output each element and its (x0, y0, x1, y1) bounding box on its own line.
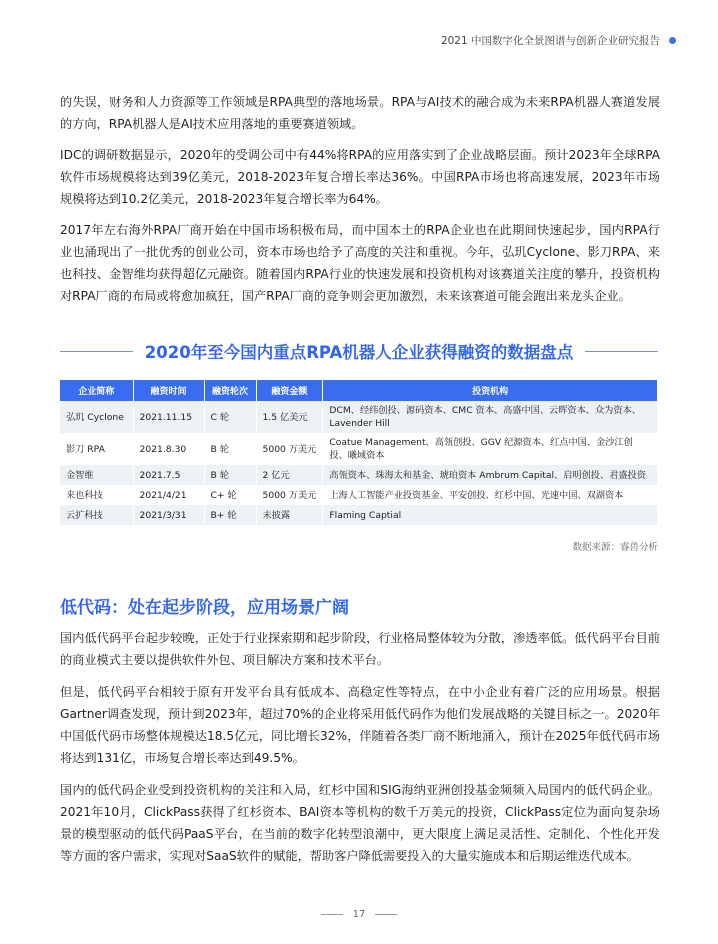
cell-amount: 1.5 亿美元 (256, 401, 323, 433)
cell-company: 弘玑 Cyclone (60, 401, 133, 433)
paragraph-idc-data: IDC的调研数据显示，2020年的受调公司中有44%将RPA的应用落实到了企业战略层面。预计2023年全球RPA软件市场规模将达到39亿美元，2018-2023年复合增长率达36%。中国RPA市场也将高速发展，2023年市场规模将达到10.2亿美元，2018-2023年复合增长率为64%。 (60, 148, 660, 206)
paragraph-lowcode-investment: 国内的低代码企业受到投资机构的关注和入局，红杉中国和SIG海纳亚洲创投基金频频入局国内的低代码企业。2021年10月，ClickPass获得了红杉资本、BAI资本等机构的数千万美元的投资，ClickPass定位为面向复杂场景的模型驱动的低代码PaaS平台，在当前的数字化转型浪潮中，更大限度上满足灵活性、定制化、个性化开发等方面的客户需求，实现对SaaS软件的赋能，帮助客户降低需要投入的大量实施成本和后期运维迭代成本。 (60, 783, 660, 863)
cell-date: 2021.8.30 (133, 433, 204, 465)
cell-amount: 未披露 (256, 505, 323, 525)
paragraph-rpa-scenarios: 的失误，财务和人力资源等工作领域是RPA典型的落地场景。RPA与AI技术的融合成为未来RPA机器人赛道发展的方向，RPA机器人是AI技术应用落地的重要赛道领域。 (60, 95, 660, 131)
cell-company: 来也科技 (60, 485, 133, 505)
title-rule-left (60, 351, 133, 352)
cell-amount: 5000 万美元 (256, 485, 323, 505)
cell-investors: DCM、经纬创投、源码资本、CMC 资本、高盛中国、云晖资本、众为资本、Lavender Hill (323, 401, 658, 433)
table-row (60, 433, 658, 465)
cell-investors: 上海人工智能产业投资基金、平安创投、红杉中国、光速中国、双湖资本 (323, 485, 658, 505)
footer-rule-right (375, 914, 397, 915)
cell-company: 金智维 (60, 465, 133, 485)
col-header-date: 融资时间 (133, 380, 204, 401)
financing-table (60, 380, 658, 525)
section-title-lowcode: 低代码：处在起步阶段，应用场景广阔 (60, 598, 349, 618)
header-dot-icon (669, 37, 676, 44)
cell-round: C 轮 (204, 401, 256, 433)
table-header-row (60, 380, 658, 401)
paragraph-rpa-market: 2017年左右海外RPA厂商开始在中国市场积极布局，而中国本土的RPA企业也在此期间快速起步，国内RPA行业也涌现出了一批优秀的创业公司，资本市场也给予了高度的关注和重视。今年，弘玑Cyclone、影刀RPA、来也科技、金智维均获得超亿元融资。随着国内RPA行业的快速发展和投资机构对该赛道关注度的攀升，投资机构对RPA厂商的布局或将愈加疯狂，国产RPA厂商的竞争则会更加激烈，未来该赛道可能会跑出来龙头企业。 (60, 223, 660, 303)
cell-round: B 轮 (204, 433, 256, 465)
cell-company: 云扩科技 (60, 505, 133, 525)
cell-date: 2021/4/21 (133, 485, 204, 505)
paragraph-lowcode-intro: 国内低代码平台起步较晚，正处于行业探索期和起步阶段，行业格局整体较为分散，渗透率低。低代码平台目前的商业模式主要以提供软件外包、项目解决方案和技术平台。 (60, 631, 660, 667)
cell-date: 2021.11.15 (133, 401, 204, 433)
report-header (441, 33, 676, 48)
table-title: 2020年至今国内重点RPA机器人企业获得融资的数据盘点 (144, 343, 574, 362)
table-row (60, 485, 658, 505)
cell-amount: 5000 万美元 (256, 433, 323, 465)
col-header-company: 企业简称 (60, 380, 133, 401)
cell-round: B+ 轮 (204, 505, 256, 525)
table-row (60, 505, 658, 525)
footer-rule-left (321, 914, 343, 915)
cell-date: 2021/3/31 (133, 505, 204, 525)
paragraph-lowcode-market: 但是，低代码平台相较于原有开发平台具有低成本、高稳定性等特点，在中小企业有着广泛的应用场景。根据Gartner调查发现，预计到2023年，超过70%的企业将采用低代码作为他们发展战略的关键目标之一。2020年中国低代码市场整体规模达18.5亿元，同比增长32%，伴随着各类厂商不断地涌入，预计在2025年低代码市场将达到131亿，市场复合增长率达到49.5%。 (60, 685, 660, 765)
cell-company: 影刀 RPA (60, 433, 133, 465)
cell-amount: 2 亿元 (256, 465, 323, 485)
page-number: 17 (352, 909, 366, 920)
cell-investors: 高瓴资本、珠海太和基金、琥珀资本 Ambrum Capital、启明创投、君盛投资 (323, 465, 658, 485)
cell-investors: Flaming Captial (323, 505, 658, 525)
title-rule-right (585, 351, 658, 352)
col-header-investors: 投资机构 (323, 380, 658, 401)
table-row (60, 401, 658, 433)
table-title-block (60, 338, 658, 364)
table-row (60, 465, 658, 485)
data-source-note: 数据来源：睿兽分析 (572, 542, 658, 553)
col-header-amount: 融资金额 (256, 380, 323, 401)
cell-round: B 轮 (204, 465, 256, 485)
cell-round: C+ 轮 (204, 485, 256, 505)
cell-date: 2021.7.5 (133, 465, 204, 485)
report-title: 2021 中国数字化全景图谱与创新企业研究报告 (440, 35, 660, 47)
col-header-round: 融资轮次 (204, 380, 256, 401)
cell-investors: Coatue Management、高瓴创投、GGV 纪源资本、红点中国、金沙江创投、曦域资本 (323, 433, 658, 465)
page-footer (0, 909, 718, 920)
